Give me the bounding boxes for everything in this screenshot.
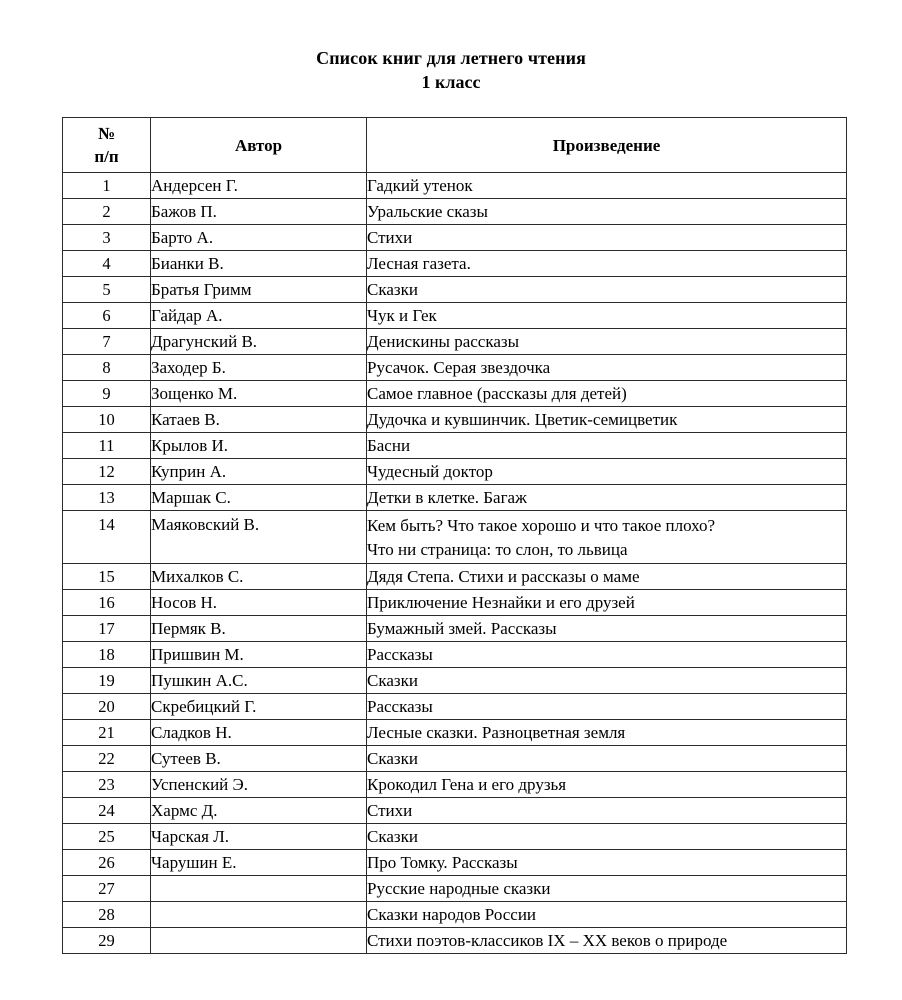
table-row bbox=[63, 407, 847, 433]
book-list-table-container bbox=[62, 117, 846, 954]
cell-number: 4 bbox=[63, 251, 151, 277]
cell-work: Сказки народов России bbox=[367, 902, 847, 928]
cell-number: 29 bbox=[63, 928, 151, 954]
cell-author: Михалков С. bbox=[151, 564, 367, 590]
cell-work: Гадкий утенок bbox=[367, 173, 847, 199]
table-row bbox=[63, 485, 847, 511]
cell-work: Дудочка и кувшинчик. Цветик-семицветик bbox=[367, 407, 847, 433]
cell-work: Денискины рассказы bbox=[367, 329, 847, 355]
cell-author: Маршак С. bbox=[151, 485, 367, 511]
cell-number: 19 bbox=[63, 668, 151, 694]
cell-work: Крокодил Гена и его друзья bbox=[367, 772, 847, 798]
table-row bbox=[63, 746, 847, 772]
cell-work: Дядя Степа. Стихи и рассказы о маме bbox=[367, 564, 847, 590]
cell-number: 21 bbox=[63, 720, 151, 746]
cell-work: Сказки bbox=[367, 277, 847, 303]
table-row bbox=[63, 564, 847, 590]
cell-work: Чудесный доктор bbox=[367, 459, 847, 485]
page-subtitle: 1 класс bbox=[421, 72, 481, 92]
cell-number: 9 bbox=[63, 381, 151, 407]
cell-work: Рассказы bbox=[367, 642, 847, 668]
cell-author: Куприн А. bbox=[151, 459, 367, 485]
cell-author: Пермяк В. bbox=[151, 616, 367, 642]
cell-author bbox=[151, 902, 367, 928]
table-row bbox=[63, 277, 847, 303]
cell-work: Уральские сказы bbox=[367, 199, 847, 225]
table-row bbox=[63, 902, 847, 928]
cell-number: 16 bbox=[63, 590, 151, 616]
cell-author bbox=[151, 876, 367, 902]
cell-number: 28 bbox=[63, 902, 151, 928]
column-header-author: Автор bbox=[151, 118, 367, 173]
cell-work: Сказки bbox=[367, 668, 847, 694]
cell-work: Детки в клетке. Багаж bbox=[367, 485, 847, 511]
cell-author: Чарская Л. bbox=[151, 824, 367, 850]
table-row bbox=[63, 381, 847, 407]
cell-author: Андерсен Г. bbox=[151, 173, 367, 199]
cell-number: 6 bbox=[63, 303, 151, 329]
cell-number: 3 bbox=[63, 225, 151, 251]
table-row bbox=[63, 433, 847, 459]
table-row bbox=[63, 303, 847, 329]
cell-number: 1 bbox=[63, 173, 151, 199]
cell-author: Успенский Э. bbox=[151, 772, 367, 798]
book-list-table bbox=[62, 117, 847, 954]
table-body bbox=[63, 173, 847, 954]
cell-number: 10 bbox=[63, 407, 151, 433]
cell-author: Драгунский В. bbox=[151, 329, 367, 355]
cell-author: Хармс Д. bbox=[151, 798, 367, 824]
cell-work: Стихи bbox=[367, 798, 847, 824]
cell-number: 8 bbox=[63, 355, 151, 381]
cell-number: 15 bbox=[63, 564, 151, 590]
table-row bbox=[63, 772, 847, 798]
cell-number: 24 bbox=[63, 798, 151, 824]
cell-author: Бажов П. bbox=[151, 199, 367, 225]
cell-work-line2: Что ни страница: то слон, то львица bbox=[367, 540, 628, 559]
cell-author: Скребицкий Г. bbox=[151, 694, 367, 720]
column-header-number bbox=[63, 118, 151, 173]
column-header-number-line2: п/п bbox=[94, 147, 119, 166]
cell-work: Лесные сказки. Разноцветная земля bbox=[367, 720, 847, 746]
cell-author: Носов Н. bbox=[151, 590, 367, 616]
cell-author: Пришвин М. bbox=[151, 642, 367, 668]
cell-number: 22 bbox=[63, 746, 151, 772]
cell-author: Сладков Н. bbox=[151, 720, 367, 746]
table-row bbox=[63, 694, 847, 720]
cell-work: Стихи bbox=[367, 225, 847, 251]
cell-author: Маяковский В. bbox=[151, 511, 367, 564]
table-row bbox=[63, 850, 847, 876]
column-header-number-line1: № bbox=[97, 124, 116, 143]
table-row bbox=[63, 616, 847, 642]
cell-number: 25 bbox=[63, 824, 151, 850]
cell-number: 11 bbox=[63, 433, 151, 459]
table-header bbox=[63, 118, 847, 173]
table-row bbox=[63, 642, 847, 668]
cell-author: Пушкин А.С. bbox=[151, 668, 367, 694]
cell-author: Бианки В. bbox=[151, 251, 367, 277]
table-row bbox=[63, 824, 847, 850]
table-row bbox=[63, 251, 847, 277]
table-row bbox=[63, 511, 847, 564]
cell-author: Братья Гримм bbox=[151, 277, 367, 303]
cell-work-line1: Кем быть? Что такое хорошо и что такое плохо? bbox=[367, 516, 716, 535]
cell-number: 7 bbox=[63, 329, 151, 355]
cell-author: Зощенко М. bbox=[151, 381, 367, 407]
cell-author: Катаев В. bbox=[151, 407, 367, 433]
cell-author: Чарушин Е. bbox=[151, 850, 367, 876]
cell-number: 14 bbox=[63, 511, 151, 564]
table-row bbox=[63, 199, 847, 225]
table-row bbox=[63, 876, 847, 902]
cell-work: Стихи поэтов-классиков IX – XX веков о природе bbox=[367, 928, 847, 954]
cell-work bbox=[367, 511, 847, 564]
cell-number: 26 bbox=[63, 850, 151, 876]
cell-author: Гайдар А. bbox=[151, 303, 367, 329]
cell-work: Русачок. Серая звездочка bbox=[367, 355, 847, 381]
cell-work: Русские народные сказки bbox=[367, 876, 847, 902]
table-header-row bbox=[63, 118, 847, 173]
cell-work: Бумажный змей. Рассказы bbox=[367, 616, 847, 642]
table-row bbox=[63, 590, 847, 616]
cell-work: Сказки bbox=[367, 746, 847, 772]
cell-author: Барто А. bbox=[151, 225, 367, 251]
cell-work: Басни bbox=[367, 433, 847, 459]
cell-number: 17 bbox=[63, 616, 151, 642]
cell-number: 20 bbox=[63, 694, 151, 720]
cell-author: Заходер Б. bbox=[151, 355, 367, 381]
cell-work: Про Томку. Рассказы bbox=[367, 850, 847, 876]
table-row bbox=[63, 798, 847, 824]
cell-work: Самое главное (рассказы для детей) bbox=[367, 381, 847, 407]
cell-number: 18 bbox=[63, 642, 151, 668]
cell-author: Сутеев В. bbox=[151, 746, 367, 772]
table-row bbox=[63, 225, 847, 251]
cell-work: Приключение Незнайки и его друзей bbox=[367, 590, 847, 616]
page-title: Список книг для летнего чтения bbox=[316, 48, 586, 68]
cell-work: Чук и Гек bbox=[367, 303, 847, 329]
cell-number: 12 bbox=[63, 459, 151, 485]
table-row bbox=[63, 459, 847, 485]
table-row bbox=[63, 355, 847, 381]
table-row bbox=[63, 668, 847, 694]
cell-author: Крылов И. bbox=[151, 433, 367, 459]
cell-author bbox=[151, 928, 367, 954]
table-row bbox=[63, 173, 847, 199]
cell-number: 2 bbox=[63, 199, 151, 225]
table-row bbox=[63, 720, 847, 746]
cell-work: Лесная газета. bbox=[367, 251, 847, 277]
column-header-work: Произведение bbox=[367, 118, 847, 173]
cell-number: 23 bbox=[63, 772, 151, 798]
cell-work: Рассказы bbox=[367, 694, 847, 720]
cell-work: Сказки bbox=[367, 824, 847, 850]
table-row bbox=[63, 329, 847, 355]
cell-number: 5 bbox=[63, 277, 151, 303]
cell-number: 13 bbox=[63, 485, 151, 511]
cell-number: 27 bbox=[63, 876, 151, 902]
table-row bbox=[63, 928, 847, 954]
